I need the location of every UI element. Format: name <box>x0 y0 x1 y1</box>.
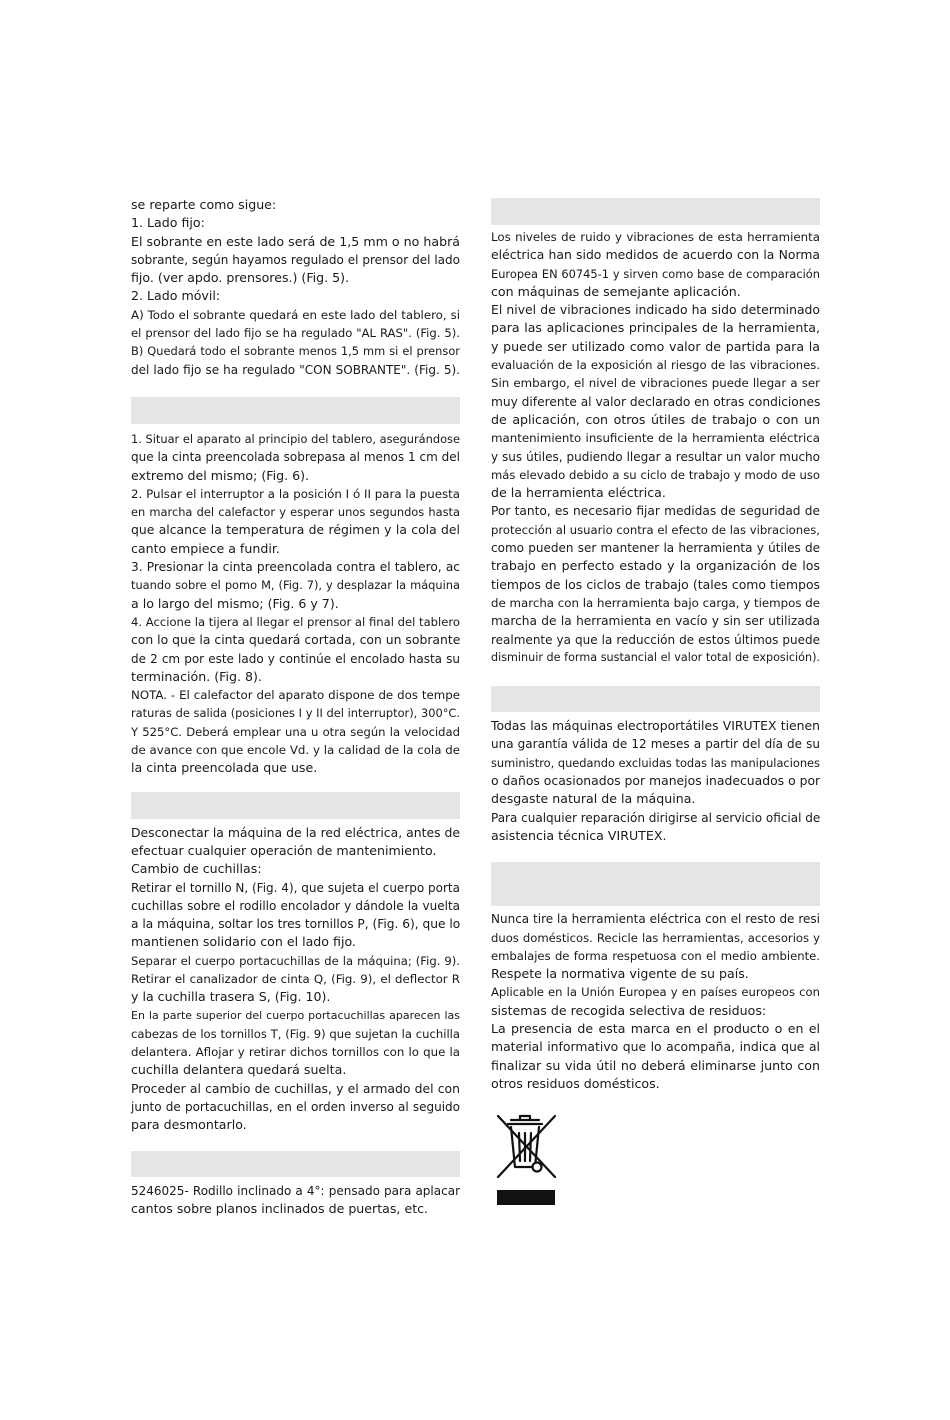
text-line: y sus útiles, pudiendo llegar a resultar un valor mucho <box>491 449 820 464</box>
text-line: otros residuos domésticos. <box>491 1075 660 1091</box>
recycling-section-header-bar <box>491 862 820 906</box>
text-line: sobrante, según hayamos regulado el prensor del lado <box>131 252 460 267</box>
text-line: 4. Accione la tijera al llegar el prensor al final del tablero <box>131 614 460 629</box>
accessories-section-header-bar <box>131 1151 460 1177</box>
text-line: cantos sobre planos inclinados de puertas, etc. <box>131 1200 429 1216</box>
text-line: canto empiece a fundir. <box>131 540 280 556</box>
operation-paragraph <box>131 430 460 778</box>
text-line: en marcha del calefactor y esperar unos segundos hasta <box>131 505 460 520</box>
text-line: la cinta preencolada que use. <box>131 760 318 776</box>
text-line: Respete la normativa vigente de su país. <box>491 966 749 982</box>
text-line: tiempos de los ciclos de trabajo (tales como tiempos <box>491 576 820 592</box>
text-line: NOTA. - El calefactor del aparato dispone de dos tempe <box>131 688 460 703</box>
text-line: de aplicación, con otros útiles de trabajo o con un <box>491 411 820 427</box>
text-line: del lado fijo se ha regulado "CON SOBRANTE". (Fig. 5). <box>131 362 460 377</box>
text-line: mantenimiento insuficiente de la herramienta eléctrica <box>491 431 820 446</box>
text-line: una garantía válida de 12 meses a partir del día de su <box>491 737 820 752</box>
text-line: Europea EN 60745-1 y sirven como base de comparación <box>491 266 820 281</box>
noise-paragraph <box>491 228 820 667</box>
text-line: Aplicable en la Unión Europea y en países europeos con <box>491 985 820 1000</box>
text-line: realmente ya que la reducción de estos últimos puede <box>491 632 820 647</box>
text-line: finalizar su vida útil no deberá eliminarse junto con <box>491 1057 820 1073</box>
text-line: trabajo en perfecto estado y la organización de los <box>491 558 820 574</box>
text-line: y puede ser utilizado como valor de partida para la <box>491 338 820 354</box>
text-line: asistencia técnica VIRUTEX. <box>491 827 667 843</box>
text-line: con máquinas de semejante aplicación. <box>491 283 741 299</box>
text-line: protección al usuario contra el efecto de las vibraciones, <box>491 522 820 537</box>
left-column <box>131 196 460 1218</box>
text-line: o daños ocasionados por manejos inadecuados o por <box>491 773 821 789</box>
text-line: se reparte como sigue: <box>131 197 277 212</box>
text-line: extremo del mismo; (Fig. 6). <box>131 467 310 483</box>
text-line: duos domésticos. Recicle las herramientas, accesorios y <box>491 930 820 945</box>
text-line: disminuir de forma sustancial el valor total de exposición). <box>491 650 820 664</box>
text-line: el prensor del lado fijo se ha regulado "AL RAS". (Fig. 5). <box>131 326 460 341</box>
text-line: de 2 cm por este lado y continúe el encolado hasta su <box>131 651 460 666</box>
text-line: a la máquina, soltar los tres tornillos P, (Fig. 6), que lo <box>131 917 461 932</box>
accessories-paragraph <box>131 1182 460 1219</box>
text-line: Desconectar la máquina de la red eléctrica, antes de <box>131 824 460 840</box>
text-line: Separar el cuerpo portacuchillas de la máquina; (Fig. 9). <box>131 953 460 968</box>
text-line: Proceder al cambio de cuchillas, y el armado del con <box>131 1080 460 1096</box>
text-line: delantera. Aflojar y retirar dichos tornillos con lo que la <box>131 1045 460 1060</box>
text-line: 1. Situar el aparato al principio del tablero, asegurándose <box>131 431 460 446</box>
text-line: que alcance la temperatura de régimen y la cola del <box>131 522 460 538</box>
text-line: de avance con que encole Vd. y la calidad de la cola de <box>131 743 460 758</box>
operation-section-header-bar <box>131 397 460 424</box>
text-line: Cambio de cuchillas: <box>131 861 262 877</box>
text-line: de la herramienta eléctrica. <box>491 485 666 501</box>
text-line: raturas de salida (posiciones I y II del interruptor), 300°C. <box>131 706 460 721</box>
crossed-out-wheelie-bin-icon <box>491 1107 561 1207</box>
text-line: Y 525°C. Deberá emplear una u otra según la velocidad <box>131 724 460 739</box>
text-line: El sobrante en este lado será de 1,5 mm o no habrá <box>131 233 460 249</box>
text-line: tuando sobre el pomo M, (Fig. 7), y desplazar la máquina <box>131 578 460 593</box>
text-line: a lo largo del mismo; (Fig. 6 y 7). <box>131 595 339 611</box>
text-line: La presencia de esta marca en el producto o en el <box>491 1020 820 1036</box>
text-line: Retirar el canalizador de cinta Q, (Fig. 9), el deflector R <box>131 971 460 986</box>
text-line: Por tanto, es necesario fijar medidas de seguridad de <box>491 504 820 519</box>
text-line: marcha de la herramienta en vacío y sin ser utilizada <box>491 614 820 629</box>
text-line: como pueden ser mantener la herramienta y útiles de <box>491 541 820 556</box>
text-line: de marcha con la herramienta bajo carga, y tiempos de <box>491 595 820 610</box>
text-line: En la parte superior del cuerpo portacuchillas aparecen las <box>131 1008 460 1022</box>
text-line: embalajes de forma respetuosa con el medio ambiente. <box>491 948 820 963</box>
text-line: cabezas de los tornillos T, (Fig. 9) que sujetan la cuchilla <box>131 1026 460 1041</box>
text-line: material informativo que lo acompaña, indica que al <box>491 1039 820 1055</box>
text-line: eléctrica han sido medidos de acuerdo con la Norma <box>491 247 820 263</box>
text-line: evaluación de la exposición al riesgo de las vibraciones. <box>491 358 820 373</box>
text-line: 3. Presionar la cinta preencolada contra el tablero, ac <box>131 560 460 575</box>
text-line: que la cinta preencolada sobrepasa al menos 1 cm del <box>131 450 460 465</box>
text-line: y la cuchilla trasera S, (Fig. 10). <box>131 989 331 1005</box>
text-line: Nunca tire la herramienta eléctrica con el resto de resi <box>491 912 820 927</box>
text-line: A) Todo el sobrante quedará en este lado del tablero, si <box>131 307 460 322</box>
text-line: B) Quedará todo el sobrante menos 1,5 mm si el prensor <box>131 344 460 359</box>
text-line: fijo. (ver apdo. prensores.) (Fig. 5). <box>131 270 350 286</box>
text-line: con lo que la cinta quedará cortada, con un sobrante <box>131 632 461 648</box>
text-line: desgaste natural de la máquina. <box>491 791 696 807</box>
text-line: suministro, quedando excluidas todas las manipulaciones <box>491 755 820 770</box>
text-line: 5246025- Rodillo inclinado a 4°: pensado para aplacar <box>131 1183 460 1198</box>
text-line: junto de portacuchillas, en el orden inverso al seguido <box>131 1100 460 1115</box>
warranty-section-header-bar <box>491 686 820 712</box>
text-line: 1. Lado fijo: <box>131 215 205 231</box>
text-line: cuchilla delantera quedará suelta. <box>131 1062 347 1078</box>
text-line: Los niveles de ruido y vibraciones de esta herramienta <box>491 230 820 244</box>
text-line: Retirar el tornillo N, (Fig. 4), que sujeta el cuerpo porta <box>131 880 460 895</box>
text-line: más elevado debido a su ciclo de trabajo y modo de uso <box>491 467 820 482</box>
maintenance-paragraph <box>131 824 460 1135</box>
text-line: sistemas de recogida selectiva de residuos: <box>491 1002 767 1018</box>
text-line: Sin embargo, el nivel de vibraciones puede llegar a ser <box>491 376 820 391</box>
text-line: 2. Pulsar el interruptor a la posición I ó II para la puesta <box>131 486 460 501</box>
text-line: muy diferente al valor declarado en otras condiciones <box>491 394 821 409</box>
text-line: efectuar cualquier operación de mantenimiento. <box>131 842 437 858</box>
recycling-paragraph <box>491 910 820 1093</box>
text-line: 2. Lado móvil: <box>131 288 221 304</box>
warranty-paragraph <box>491 717 820 845</box>
text-line: mantienen solidario con el lado fijo. <box>131 934 356 950</box>
text-line: El nivel de vibraciones indicado ha sido determinado <box>491 302 820 318</box>
text-line: Para cualquier reparación dirigirse al servicio oficial de <box>491 810 821 825</box>
right-column <box>491 196 820 1093</box>
text-line: terminación. (Fig. 8). <box>131 668 262 684</box>
text-line: Todas las máquinas electroportátiles VIRUTEX tienen <box>491 718 820 734</box>
intro-paragraph <box>131 196 460 379</box>
text-line: para las aplicaciones principales de la herramienta, <box>491 320 820 336</box>
noise-section-header-bar <box>491 198 820 225</box>
text-line: para desmontarlo. <box>131 1117 247 1133</box>
text-line: cuchillas sobre el rodillo encolador y dándole la vuelta <box>131 898 460 913</box>
maintenance-section-header-bar <box>131 792 460 819</box>
